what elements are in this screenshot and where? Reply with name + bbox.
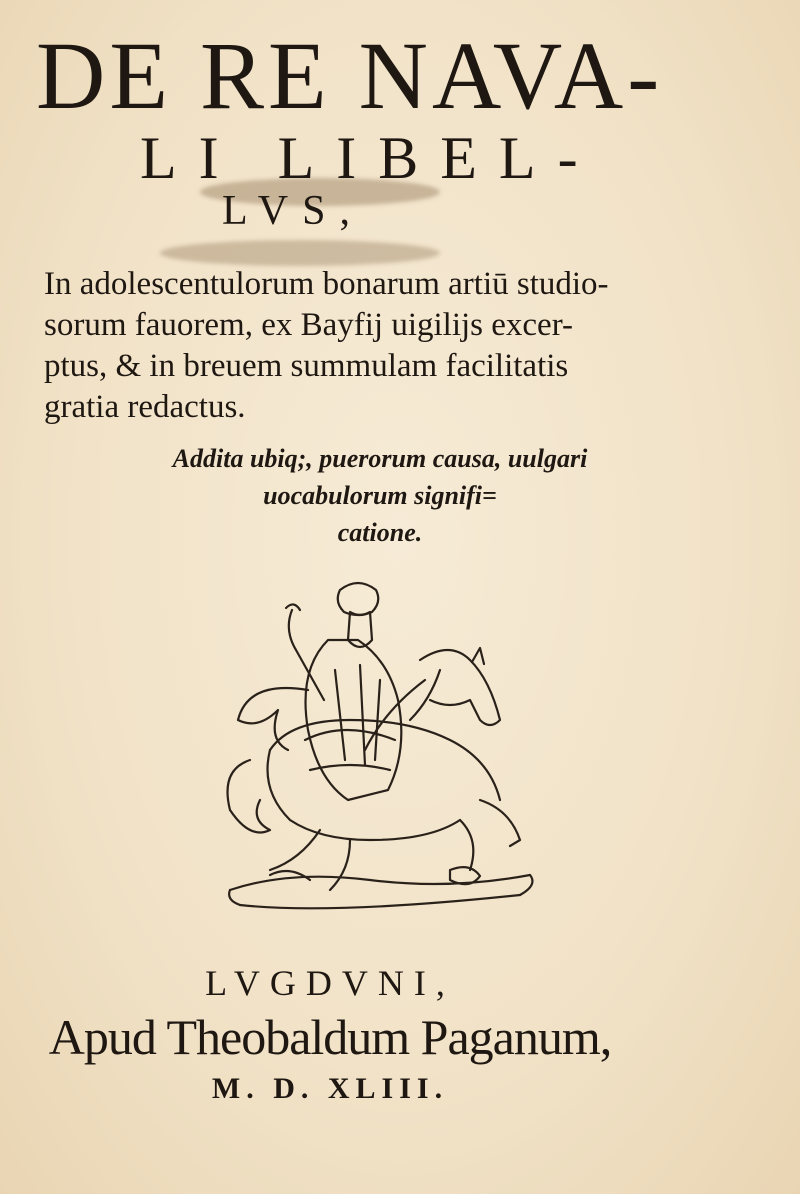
title-line-2: LI LIBEL- — [140, 125, 600, 191]
imprint-city: LVGDVNI, — [205, 963, 455, 1003]
addita-note — [150, 440, 610, 551]
addita-line: Addita ubiq;, puerorum causa, uulgari — [172, 444, 588, 473]
addita-line: catione. — [337, 518, 423, 547]
foxing-stain — [160, 240, 440, 266]
title-line-3: LVS, — [222, 188, 364, 234]
subtitle-paragraph — [44, 264, 674, 428]
imprint-date: M. D. XLIII. — [211, 1072, 449, 1105]
horseman-woodcut — [210, 570, 550, 930]
addita-line: uocabulorum signifi= — [263, 481, 497, 510]
subtitle-line: sorum fauorem, ex Bayfij uigilijs excer- — [44, 307, 574, 343]
subtitle-line: In adolescentulorum bonarum artiū studio- — [44, 266, 609, 302]
imprint-printer: Apud Theobaldum Paganum, — [48, 1009, 612, 1065]
subtitle-line: gratia redactus. — [44, 389, 246, 425]
title-line-1: DE RE NAVA- — [36, 22, 664, 129]
subtitle-line: ptus, & in breuem summulam facilitatis — [44, 348, 569, 384]
